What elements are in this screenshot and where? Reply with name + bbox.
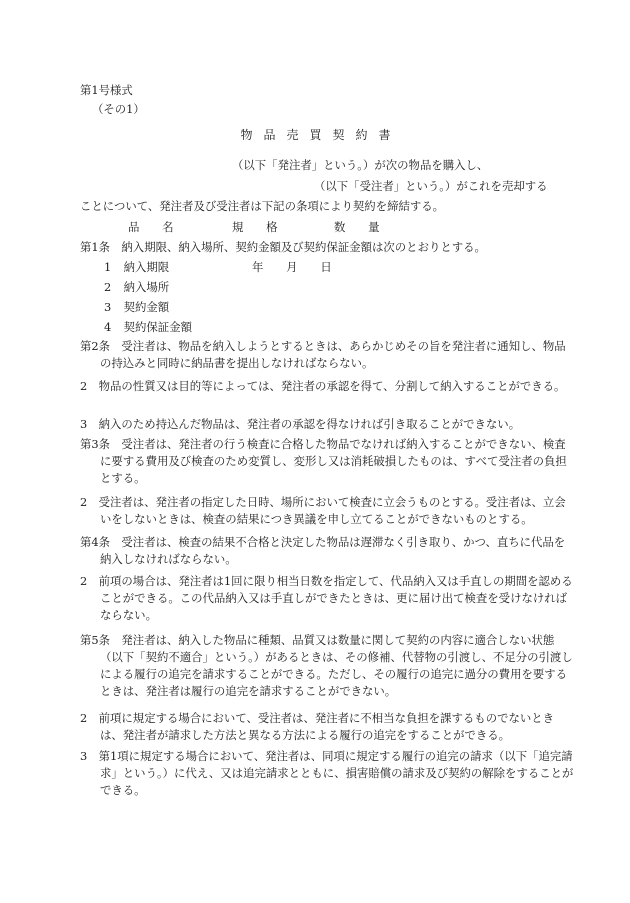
article-1-item-3: 3 契約金額 [104,300,170,314]
document-title: 物品売買契約書 [240,128,402,142]
column-spec: 規 格 [232,220,278,234]
article-5-para-3: 3 第1項に規定する場合において、発注者は、同項に規定する履行の追完の請求（以下「追完請求」という。）に代え、又は追完請求とともに、損害賠償の請求及び契約の解除をすることができる。 [80,749,574,797]
preamble-line-1: （以下「発注者」という。）が次の物品を購入し、 [232,158,489,172]
article-4: 第4条 受注者は、検査の結果不合格と決定した物品は遅滞なく引き取り、かつ、直ちに代品を納入しなければならない。 [80,535,566,566]
article-1: 第1条 納入期限、納入場所、契約金額及び契約保証金額は次のとおりとする。 [80,240,486,254]
column-quantity: 数 量 [334,220,380,234]
article-1-item-2: 2 納入場所 [104,280,170,294]
article-4-para-2: 2 前項の場合は、発注者は1回に限り相当日数を指定して、代品納入又は手直しの期間を認めることができる。この代品納入又は手直しができたときは、更に届け出て検査を受けなければならない。 [80,574,573,622]
item-label: 納入期限 [123,260,170,274]
article-2-para-2: 2 物品の性質又は目的等によっては、発注者の承認を得て、分割して納入することができる。 [80,379,566,393]
article-2: 第2条 受注者は、物品を納入しようとするときは、あらかじめその旨を発注者に通知し、物品の持込みと同時に納品書を提出しなければならない。 [80,339,566,370]
article-2-para-3: 3 納入のため持込んだ物品は、発注者の承認を得なければ引き取ることができない。 [80,417,521,431]
article-3: 第3条 受注者は、発注者の行う検査に合格した物品でなければ納入することができない、検査に要する費用及び検査のため変質し、変形し又は消耗破損したものは、すべて受注者の負担とする。 [80,437,567,485]
form-sub-label: （その1） [92,102,145,116]
article-5-para-2: 2 前項に規定する場合において、受注者は、発注者に不相当な負担を課するものでないときは、発注者が請求した方法と異なる方法による履行の追完をすることができる。 [80,711,555,742]
item-label: 契約金額 [123,300,170,314]
preamble-line-2: （以下「受注者」という。）がこれを売却する [314,179,548,193]
form-number-label: 第1号様式 [80,83,133,97]
preamble-line-3: ことについて、発注者及び受注者は下記の条項により契約を締結する。 [80,199,445,213]
article-1-item-4: 4 契約保証金額 [104,320,192,334]
delivery-date-fields: 年 月 日 [252,260,332,274]
article-1-item-1: 1 納入期限 年 月 日 [104,260,332,274]
column-name: 品 名 [128,220,174,234]
item-label: 納入場所 [123,280,170,294]
article-5: 第5条 発注者は、納入した物品に種類、品質又は数量に関して契約の内容に適合しない状態（以下「契約不適合」という。）があるときは、その修補、代替物の引渡し、不足分の引渡しによる履行の追完を請求することができる。ただし、その履行の追完に過分の費用を要するときは、発注者は履行の追完を請求することができない。 [80,633,573,698]
item-label: 契約保証金額 [123,320,192,334]
article-3-para-2: 2 受注者は、発注者の指定した日時、場所において検査に立会うものとする。受注者は、立会いをしないときは、検査の結果につき異議を申し立てることができないものとする。 [80,495,566,526]
